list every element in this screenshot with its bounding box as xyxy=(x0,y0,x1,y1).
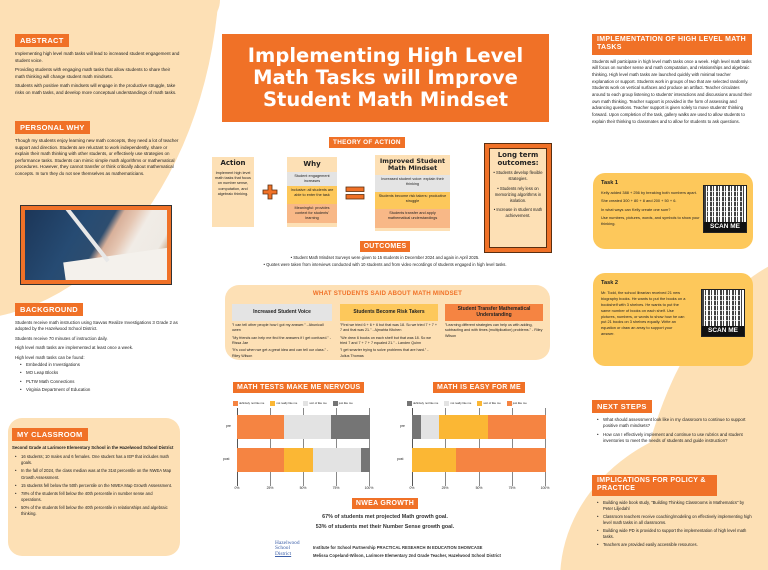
quote-column-transfer xyxy=(445,304,543,341)
abstract-paragraph: Implementing high level math tasks will lead to increased student engagement and student voice. xyxy=(15,51,180,63)
why-item: Meaningful: provides context for students' learning xyxy=(287,204,337,223)
next-steps-section xyxy=(592,400,752,447)
classroom-item: • 78% of the students fell below the 40th percentile in number sense and operations. xyxy=(14,491,174,503)
chart-title: MATH TESTS MAKE ME NERVOUS xyxy=(233,382,364,393)
next-step-item: • How can I effectively implement and continue to use rubrics and student inventories to meet the needs of students and guide instruction? xyxy=(596,432,752,445)
plus-icon xyxy=(262,184,278,203)
outcome-item: • Student Math Mindset Surveys were given to 15 students in December 2024 and again in April 2025. xyxy=(290,255,480,261)
background-paragraph: Students receive 70 minutes of instruction daily. xyxy=(15,335,108,341)
bar-pre xyxy=(412,415,546,439)
classroom-item: • In the fall of 2024, the class median was at the 31st percentile on the NWEA Map Growth Assessment. xyxy=(14,468,174,480)
quote: "First we tried 6 + 6 + 6 but that was 18. So we tried 7 + 7 + 7 and that was 21." - Ajmahta Kitchen xyxy=(340,323,438,333)
task-text: She created 300 + 80 + 8 and 200 + 50 + 6. xyxy=(601,198,677,204)
chart-math-is-easy: MATH IS EASY FOR ME definitely not like me not really like me sort of like me just like me pre post 0% 25% 50% 75% 100% xyxy=(397,383,550,490)
long-term-item: • Students rely less on memorizing algorithms in isolation. xyxy=(494,185,542,203)
implementation-text: Students will participate in high level math tasks once a week. High level math tasks will focus on number sense and math computation, and relationships and algebraic thinking. High level math tasks are launched quickly with minimal teacher explanation or support. Students work in groups of two that are selected randomly. Students work on vertical surfaces and produce an artifact. Teacher circulates around to each group listening to students' interactions and discussions around their own math thinking. Teacher support is provided in the form of assessing and advancing questions. Teacher support is given solely to move students' thinking forward. Upon completion of the task, gallery walks are used to allow students to explain their thinking to classmates and to allow for students to ask questions. xyxy=(592,58,752,124)
long-term-outcomes-box xyxy=(484,143,552,253)
bar-pre xyxy=(237,415,370,439)
personal-why-heading: PERSONAL WHY xyxy=(15,121,90,134)
task-2-card xyxy=(593,273,753,366)
abstract-heading: ABSTRACT xyxy=(15,34,69,47)
long-term-title: Long term outcomes: xyxy=(497,151,539,167)
chart-plot-area xyxy=(412,408,546,482)
scan-me-label: SCAN ME xyxy=(704,222,746,232)
task-1-card xyxy=(593,173,753,249)
nwea-heading: NWEA GROWTH xyxy=(352,498,418,509)
quote-column-risk xyxy=(340,304,438,361)
abstract-paragraph: Students with positive math mindsets will engage in the productive struggle, take risks on math tasks, and develop more conceptual understandings of math tasks. xyxy=(15,83,177,95)
personal-why-section xyxy=(15,121,180,180)
bar-post xyxy=(237,448,370,472)
nwea-line: 67% of students met projected Math growth goal. xyxy=(322,514,448,521)
background-paragraph: Students receive math instruction using Savvas Realize Investigations 3 Grade 2 as adopted by the Hazelwood School District. xyxy=(15,320,178,332)
district-logo: Hazelwood School District xyxy=(275,540,300,557)
chart-title: MATH IS EASY FOR ME xyxy=(433,382,525,393)
nwea-line: 53% of students met their Number Sense growth goal. xyxy=(315,523,455,530)
next-step-item: • What should assessment look like in my classroom to continue to support positive math mindsets? xyxy=(596,417,752,430)
improved-item: Increased student voice: explain their thinking xyxy=(375,175,450,192)
outcomes-section xyxy=(215,241,555,269)
implication-item: • Building wide book study, "Building Thinking Classrooms in Mathematics" by Peter Liljedahl xyxy=(596,500,752,512)
personal-why-text: Though my students enjoy learning new math concepts, they need a lot of teacher support and direction. Students are reluctant to work independently, share or explain their math thinking with other students, or effectively use strategies on performance tasks. Students can mimic simple math algorithms or mathematical procedures. However, they cannot transfer or think critically about mathematical concepts. In turn they do not see themselves as mathematicians. xyxy=(15,138,179,176)
task-title: Task 1 xyxy=(601,180,618,186)
poster-title: Implementing High Level Math Tasks will Improve Student Math Mindset xyxy=(222,34,549,122)
background-paragraph: High level math tasks can be found: xyxy=(15,354,85,360)
long-term-item: • Students develop flexible strategies. xyxy=(493,170,543,182)
improved-mindset-card xyxy=(375,155,450,231)
quote: "I can tell other people how I got my answer." - Abunicall owen xyxy=(232,323,324,333)
student-writing-photo xyxy=(20,205,172,285)
quote: "My friends can help me find the answers if I get confused." - Rissa Jae xyxy=(232,335,331,346)
quote: "I get smarter trying to solve problems that are hard." - Julius Thomas xyxy=(340,348,429,358)
implication-item: • Classroom teachers receive coaching/modeling on effectively implementing high level math tasks in all classrooms. xyxy=(596,514,752,526)
theory-heading-wrap xyxy=(329,137,405,148)
classroom-item: • 15 students fell below the 50th percentile on the NWEA Map Growth Assessment. xyxy=(14,483,174,489)
y-label-pre: pre xyxy=(226,424,231,428)
footer-line: Melissa Copeland-Wilson, Larimore Elementary 2nd Grade Teacher, Hazelwood School District xyxy=(313,552,501,558)
classroom-item: • 50% of the students fell below the 40th percentile in relationships and algebraic thinking. xyxy=(14,505,174,517)
my-classroom-section xyxy=(12,428,174,519)
improved-title: Improved Student Math Mindset xyxy=(379,157,446,173)
source-item: • Virginia Department of Education xyxy=(19,387,185,393)
bar-post xyxy=(412,448,546,472)
action-title: Action xyxy=(220,159,246,167)
abstract-section xyxy=(15,34,180,99)
implications-heading: IMPLICATIONS FOR POLICY & PRACTICE xyxy=(592,475,717,496)
student-quotes-section xyxy=(225,285,550,360)
qr-code-task-2[interactable] xyxy=(701,289,745,337)
chart-legend: definitely not like me not really like me sort of like me just like me xyxy=(233,401,353,406)
chart-math-tests-nervous: MATH TESTS MAKE ME NERVOUS definitely not like me not really like me sort of like me just like me pre post 0% 25% 50% 75% 100% xyxy=(223,383,374,490)
abstract-paragraph: Providing students with engaging math tasks that allow students to share their math thinking will change student math mindsets. xyxy=(15,67,171,79)
action-text: Implement high level math tasks that focus on number sense, computation, and algebraic thinking. xyxy=(215,170,251,196)
implementation-heading: IMPLEMENTATION OF HIGH LEVEL MATH TASKS xyxy=(592,34,752,55)
why-item: Student engagement increases xyxy=(287,172,337,186)
quote-column-voice xyxy=(232,304,332,361)
nwea-growth-section xyxy=(215,498,555,532)
quotes-heading: WHAT STUDENTS SAID ABOUT MATH MINDSET xyxy=(312,290,463,297)
y-label-post: post xyxy=(223,457,230,461)
task-text: Kelly added 388 + 256 by breaking both numbers apart. xyxy=(601,190,697,196)
improved-item: Students become risk takers: productive struggle xyxy=(375,192,450,209)
long-term-item: • Increase in student math achievement. xyxy=(493,206,543,218)
task-text: Mr. Todd, the school librarian received 21 new biography books. He wants to put the books on a bookshelf with 3 shelves. He wants to put the same number of books on each shelf. Use pictures, numbers, or words to show how he can put 21 books on 3 shelves equally. Write an equation or draw an array to support your answer. xyxy=(601,290,686,337)
background-section xyxy=(15,303,185,395)
source-item: • MO Leap Blocks xyxy=(19,370,185,376)
chart-plot-area xyxy=(237,408,370,482)
quote-column-title: Student Transfer Mathematical Understanding xyxy=(445,304,543,321)
implementation-section xyxy=(592,34,752,128)
task-title: Task 2 xyxy=(601,280,618,286)
qr-code-icon xyxy=(704,186,746,222)
theory-of-action-heading: THEORY OF ACTION xyxy=(329,137,405,148)
task-text: Use numbers, pictures, words, and symbols to show your thinking. xyxy=(601,215,700,227)
implication-item: • Building wide PD is provided to support the implementation of high level math tasks. xyxy=(596,528,752,540)
implication-item: • Teachers are provided easily accessible resources. xyxy=(596,542,752,548)
next-steps-heading: NEXT STEPS xyxy=(592,400,652,413)
y-label-pre: pre xyxy=(400,424,405,428)
qr-code-icon xyxy=(702,290,744,326)
quote: "We drew 6 books on each shelf but that was 18. So we tried 7 and 7 + 7 + 7 equaled 21." - Landen Quinn xyxy=(340,335,432,346)
quote-column-title: Increased Student Voice xyxy=(232,304,332,321)
background-paragraph: High level math tasks are implemented at least once a week. xyxy=(15,345,134,351)
improved-item: Students transfer and apply mathematical understandings xyxy=(375,209,450,228)
outcomes-heading: OUTCOMES xyxy=(360,241,411,252)
chart-legend: definitely not like me not really like me sort of like me just like me xyxy=(407,401,527,406)
scan-me-label: SCAN ME xyxy=(702,326,744,336)
quote-column-title: Students Become Risk Takers xyxy=(340,304,438,321)
why-item: Inclusive: all students are able to enter the task xyxy=(287,186,337,204)
my-classroom-heading: MY CLASSROOM xyxy=(12,428,88,441)
equals-icon xyxy=(345,186,365,203)
classroom-item: • 16 students; 10 males and 6 females. One student has a IEP that includes math goals. xyxy=(14,454,174,466)
action-card xyxy=(212,157,254,227)
quote: "It's cool when we get a great idea and can tell our class." - Riley Wilson xyxy=(232,348,329,358)
source-item: • PLTW Math Connections xyxy=(19,379,185,385)
why-card xyxy=(287,157,337,227)
y-label-post: post xyxy=(397,457,404,461)
background-heading: BACKGROUND xyxy=(15,303,83,316)
footer-credits xyxy=(313,544,501,559)
outcome-item: • Quotes were taken from interviews conducted with 10 students and from video recordings of students engaged in high level tasks. xyxy=(263,262,507,268)
qr-code-task-1[interactable] xyxy=(703,185,747,233)
task-text: In what ways can Kelly create one sum? xyxy=(601,206,671,212)
implications-section xyxy=(592,475,752,550)
source-item: • Embedded in Investigations xyxy=(19,362,185,368)
why-title: Why xyxy=(303,160,321,168)
classroom-intro: Second Grade at Larimore Elementary School in the Hazelwood School District xyxy=(12,445,174,450)
quote: "Learning different strategies can help us with adding, subtracting and with times (multiplication) problems." - Riley Wilson xyxy=(445,323,543,338)
footer-line: Institute for School Partnership PRACTICAL RESEARCH IN EDUCATION SHOWCASE xyxy=(313,545,483,550)
